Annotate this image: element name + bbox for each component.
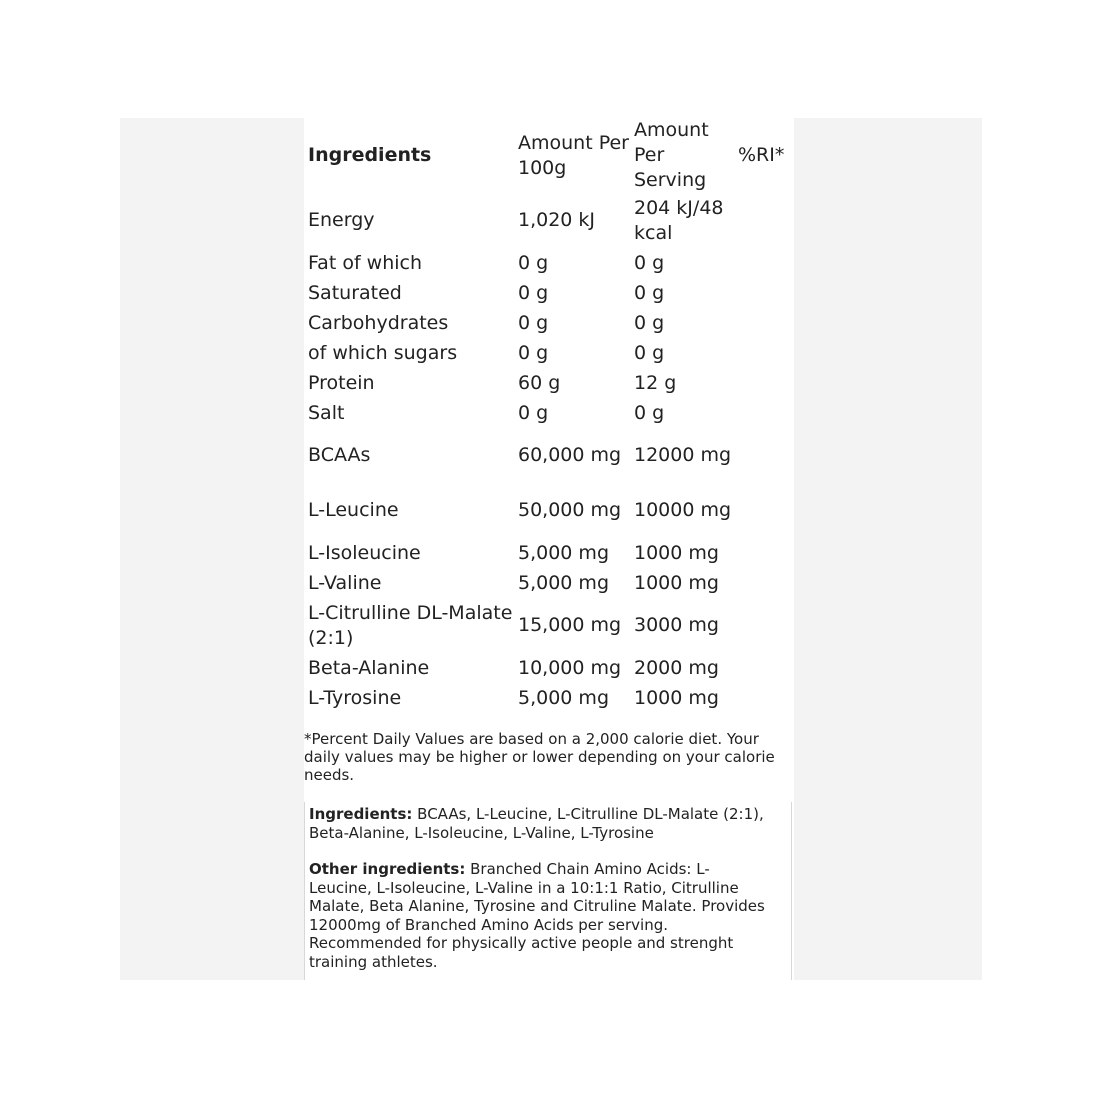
row-per-serving: 0 g: [634, 311, 665, 334]
row-per-serving: 12000 mg: [634, 444, 732, 466]
table-row: [308, 308, 794, 338]
row-ri: [738, 338, 794, 368]
row-ri: [738, 428, 794, 483]
row-name: L-Isoleucine: [308, 541, 421, 564]
header-per-serving: Amount Per Serving: [634, 119, 709, 191]
row-per-100g: 0 g: [518, 281, 549, 304]
row-name: Protein: [308, 371, 375, 394]
table-row: [308, 568, 794, 598]
other-ingredients-text: Branched Chain Amino Acids: L-Leucine, L-Isoleucine, L-Valine in a 10:1:1 Ratio, Citrulline Malate, Beta Alanine, Tyrosine and Citruline Malate. Provides 12000mg of Branched Amino Acids per serving. Recommended for physically active people and strenght training athletes.: [309, 860, 765, 971]
row-per-100g: 5,000 mg: [518, 541, 610, 564]
row-ri: [738, 683, 794, 713]
row-name: Carbohydrates: [308, 311, 449, 334]
table-row: [308, 538, 794, 568]
table-row: [308, 598, 794, 653]
row-name: L-Tyrosine: [308, 686, 402, 709]
table-row: [308, 483, 794, 538]
row-per-100g: 10,000 mg: [518, 656, 622, 679]
table-row: [308, 428, 794, 483]
row-ri: [738, 248, 794, 278]
row-name: Fat of which: [308, 251, 423, 274]
table-row: [308, 248, 794, 278]
row-name: Saturated: [308, 281, 402, 304]
table-row: [308, 683, 794, 713]
other-ingredients-label: Other ingredients:: [309, 860, 466, 878]
row-name: Salt: [308, 401, 345, 424]
row-per-serving: 0 g: [634, 341, 665, 364]
row-per-serving: 10000 mg: [634, 499, 732, 521]
ingredients-paragraph: [309, 805, 771, 842]
row-ri: [738, 598, 794, 653]
row-per-100g: 0 g: [518, 341, 549, 364]
row-ri: [738, 653, 794, 683]
table-row: [308, 653, 794, 683]
other-ingredients-paragraph: [309, 860, 771, 971]
table-row: [308, 278, 794, 308]
nutrition-table: [308, 118, 794, 713]
table-header-row: [308, 118, 794, 193]
ingredients-label: Ingredients:: [309, 805, 413, 823]
row-ri: [738, 538, 794, 568]
daily-values-footnote: *Percent Daily Values are based on a 2,000 calorie diet. Your daily values may be higher or lower depending on your calorie needs.: [304, 730, 775, 784]
row-per-serving: 12 g: [634, 371, 677, 394]
row-per-100g: 60 g: [518, 371, 561, 394]
row-per-serving: 0 g: [634, 401, 665, 424]
row-ri: [738, 568, 794, 598]
row-name: L-Valine: [308, 571, 382, 594]
ingredients-text: BCAAs, L-Leucine, L-Citrulline DL-Malate (2:1), Beta-Alanine, L-Isoleucine, L-Valine, L-Tyrosine: [309, 805, 764, 842]
table-row: [308, 368, 794, 398]
row-ri: [738, 398, 794, 428]
row-per-serving: 1000 mg: [634, 571, 719, 594]
row-per-serving: 204 kJ/48 kcal: [634, 196, 724, 244]
header-ri: %RI*: [738, 144, 785, 166]
row-per-serving: 3000 mg: [634, 614, 719, 636]
table-row: [308, 338, 794, 368]
row-ri: [738, 193, 794, 248]
row-name: L-Leucine: [308, 499, 399, 521]
header-per-100g: Amount Per 100g: [518, 131, 629, 179]
row-per-serving: 0 g: [634, 251, 665, 274]
row-name: L-Citrulline DL-Malate (2:1): [308, 601, 513, 649]
row-per-100g: 5,000 mg: [518, 686, 610, 709]
header-ingredients: Ingredients: [308, 144, 432, 166]
row-per-serving: 1000 mg: [634, 686, 719, 709]
nutrition-panel: [304, 118, 794, 980]
row-per-100g: 50,000 mg: [518, 499, 622, 521]
row-name: Beta-Alanine: [308, 656, 430, 679]
ingredients-box: [304, 802, 792, 980]
table-row: [308, 398, 794, 428]
row-per-100g: 0 g: [518, 311, 549, 334]
row-ri: [738, 308, 794, 338]
row-name: BCAAs: [308, 444, 371, 466]
row-per-100g: 5,000 mg: [518, 571, 610, 594]
row-per-serving: 2000 mg: [634, 656, 719, 679]
row-per-serving: 1000 mg: [634, 541, 719, 564]
row-per-100g: 1,020 kJ: [518, 209, 596, 231]
row-per-100g: 15,000 mg: [518, 614, 622, 636]
row-name: of which sugars: [308, 341, 458, 364]
row-ri: [738, 368, 794, 398]
table-row: [308, 193, 794, 248]
row-ri: [738, 278, 794, 308]
row-per-serving: 0 g: [634, 281, 665, 304]
row-name: Energy: [308, 209, 375, 231]
row-per-100g: 0 g: [518, 401, 549, 424]
row-per-100g: 60,000 mg: [518, 444, 622, 466]
row-per-100g: 0 g: [518, 251, 549, 274]
row-ri: [738, 483, 794, 538]
